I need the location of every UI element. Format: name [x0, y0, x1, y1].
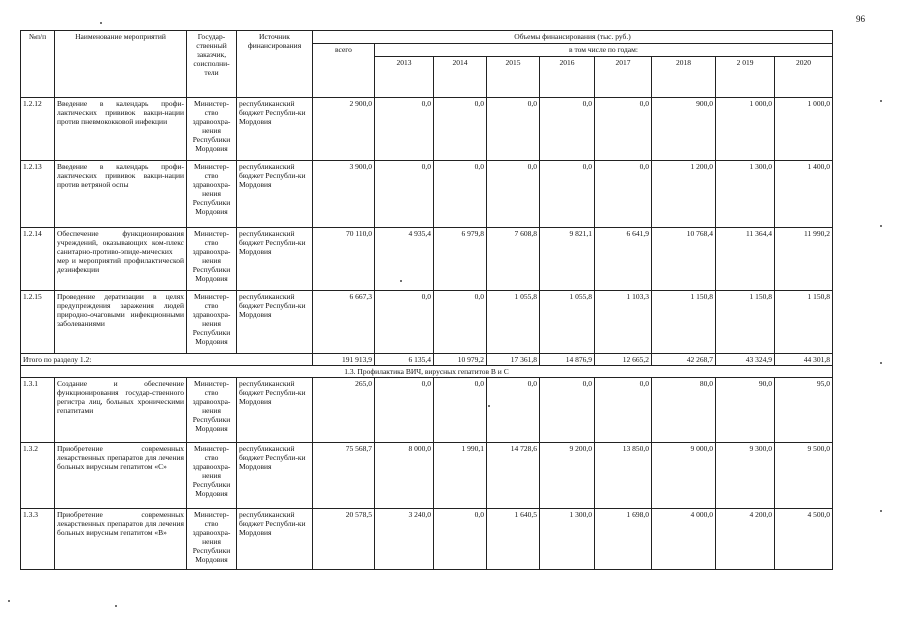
row-value: 0,0: [434, 161, 487, 228]
row-value: 0,0: [595, 161, 652, 228]
row-value: 80,0: [652, 378, 716, 443]
header-by-year: в том числе по годам:: [375, 44, 833, 57]
row-value: 0,0: [540, 98, 595, 161]
header-num: №п/п: [21, 31, 55, 98]
row-value: 1 400,0: [775, 161, 833, 228]
row-value: 0,0: [540, 161, 595, 228]
row-num: 1.2.13: [21, 161, 55, 228]
header-name: Наименование мероприятий: [55, 31, 187, 98]
scan-speck: [115, 605, 117, 607]
table-row: [21, 443, 833, 509]
row-value: 1 150,8: [652, 291, 716, 354]
row-value: 1 990,1: [434, 443, 487, 509]
row-name: Приобретение современных лекарственных препаратов для лечения больных вирусным гепатитом «В»: [55, 509, 187, 570]
row-value: 0,0: [487, 98, 540, 161]
row-value: 4 935,4: [375, 228, 434, 291]
row-value: 0,0: [434, 378, 487, 443]
header-year: 2015: [487, 57, 540, 98]
row-total: 3 900,0: [313, 161, 375, 228]
row-name: Проведение дератизации в целях предупреждения заражения людей природно-очаговыми инфекционными заболеваниями: [55, 291, 187, 354]
table-row: [21, 161, 833, 228]
row-customer: Министер-ство здравоохра-нения Республики Мордовия: [187, 228, 237, 291]
scan-speck: [8, 600, 10, 602]
total-row: [21, 354, 833, 366]
row-value: 0,0: [434, 98, 487, 161]
total-value: 42 268,7: [652, 354, 716, 366]
row-value: 0,0: [375, 378, 434, 443]
row-name: Введение в календарь профи-лактических прививок вакци-нации против пневмококковой инфекции: [55, 98, 187, 161]
row-value: 900,0: [652, 98, 716, 161]
total-label: Итого по разделу 1.2:: [21, 354, 313, 366]
row-value: 1 055,8: [487, 291, 540, 354]
header-total: всего: [313, 44, 375, 98]
header-year: 2 019: [716, 57, 775, 98]
row-value: 9 300,0: [716, 443, 775, 509]
total-value: 17 361,8: [487, 354, 540, 366]
row-total: 265,0: [313, 378, 375, 443]
total-value: 14 876,9: [540, 354, 595, 366]
row-num: 1.3.2: [21, 443, 55, 509]
row-value: 9 500,0: [775, 443, 833, 509]
row-value: 1 300,0: [540, 509, 595, 570]
row-value: 1 000,0: [716, 98, 775, 161]
header-funding: Объемы финансирования (тыс. руб.): [313, 31, 833, 44]
row-customer: Министер-ство здравоохра-нения Республики Мордовия: [187, 161, 237, 228]
row-total: 20 578,5: [313, 509, 375, 570]
row-source: республиканский бюджет Республи-ки Мордовия: [237, 228, 313, 291]
row-value: 4 000,0: [652, 509, 716, 570]
table-row: [21, 378, 833, 443]
row-customer: Министер-ство здравоохра-нения Республики Мордовия: [187, 509, 237, 570]
row-num: 1.2.15: [21, 291, 55, 354]
row-source: республиканский бюджет Республи-ки Мордовия: [237, 161, 313, 228]
row-value: 11 990,2: [775, 228, 833, 291]
total-sum: 191 913,9: [313, 354, 375, 366]
row-value: 0,0: [595, 378, 652, 443]
row-name: Приобретение современных лекарственных препаратов для лечения больных вирусным гепатитом «С»: [55, 443, 187, 509]
row-value: 1 103,3: [595, 291, 652, 354]
row-value: 10 768,4: [652, 228, 716, 291]
row-source: республиканский бюджет Республи-ки Мордовия: [237, 378, 313, 443]
header-year: 2013: [375, 57, 434, 98]
row-value: 1 000,0: [775, 98, 833, 161]
scan-speck: [880, 100, 882, 102]
row-num: 1.3.3: [21, 509, 55, 570]
table-row: [21, 509, 833, 570]
row-total: 6 667,3: [313, 291, 375, 354]
row-value: 13 850,0: [595, 443, 652, 509]
scan-speck: [880, 362, 882, 364]
total-value: 6 135,4: [375, 354, 434, 366]
header-year: 2020: [775, 57, 833, 98]
total-value: 10 979,2: [434, 354, 487, 366]
row-name: Создание и обеспечение функционирования государ-ственного регистра лиц, больных хроническими гепатитами: [55, 378, 187, 443]
row-source: республиканский бюджет Республи-ки Мордовия: [237, 98, 313, 161]
row-value: 0,0: [595, 98, 652, 161]
row-source: республиканский бюджет Республи-ки Мордовия: [237, 291, 313, 354]
row-value: 8 000,0: [375, 443, 434, 509]
header-year: 2014: [434, 57, 487, 98]
header-year: 2017: [595, 57, 652, 98]
row-value: 4 200,0: [716, 509, 775, 570]
row-num: 1.3.1: [21, 378, 55, 443]
row-value: 6 979,8: [434, 228, 487, 291]
row-value: 0,0: [487, 161, 540, 228]
page-number: 96: [856, 14, 865, 24]
row-value: 0,0: [375, 291, 434, 354]
row-value: 0,0: [375, 98, 434, 161]
row-value: 1 698,0: [595, 509, 652, 570]
section-row: [21, 366, 833, 378]
row-customer: Министер-ство здравоохра-нения Республики Мордовия: [187, 443, 237, 509]
row-value: 1 150,8: [775, 291, 833, 354]
financing-table: [20, 30, 833, 570]
row-value: 95,0: [775, 378, 833, 443]
row-name: Введение в календарь профи-лактических прививок вакци-нации против ветряной оспы: [55, 161, 187, 228]
scan-speck: [400, 280, 402, 282]
row-value: 11 364,4: [716, 228, 775, 291]
row-source: республиканский бюджет Республи-ки Мордовия: [237, 509, 313, 570]
row-value: 90,0: [716, 378, 775, 443]
row-value: 3 240,0: [375, 509, 434, 570]
row-value: 9 000,0: [652, 443, 716, 509]
row-value: 9 821,1: [540, 228, 595, 291]
row-total: 70 110,0: [313, 228, 375, 291]
table-row: [21, 291, 833, 354]
section-title: 1.3. Профилактика ВИЧ, вирусных гепатитов В и С: [21, 366, 833, 378]
row-num: 1.2.12: [21, 98, 55, 161]
total-value: 12 665,2: [595, 354, 652, 366]
row-customer: Министер-ство здравоохра-нения Республики Мордовия: [187, 378, 237, 443]
row-value: 6 641,9: [595, 228, 652, 291]
header-year: 2016: [540, 57, 595, 98]
row-value: 0,0: [434, 291, 487, 354]
scan-speck: [880, 510, 882, 512]
header-year: 2018: [652, 57, 716, 98]
row-name: Обеспечение функционирования учреждений, оказывающих ком-плекс санитарно-противо-эпиде-мических мер и мероприятий профилактической дезинфекции: [55, 228, 187, 291]
table-row: [21, 228, 833, 291]
scan-speck: [488, 405, 490, 407]
row-value: 9 200,0: [540, 443, 595, 509]
row-value: 1 300,0: [716, 161, 775, 228]
row-total: 75 568,7: [313, 443, 375, 509]
total-value: 44 301,8: [775, 354, 833, 366]
row-value: 4 500,0: [775, 509, 833, 570]
row-value: 1 055,8: [540, 291, 595, 354]
header-source: Источник финансирования: [237, 31, 313, 98]
row-value: 14 728,6: [487, 443, 540, 509]
row-value: 0,0: [375, 161, 434, 228]
row-value: 1 150,8: [716, 291, 775, 354]
scan-speck: [100, 22, 102, 24]
row-value: 1 640,5: [487, 509, 540, 570]
row-total: 2 900,0: [313, 98, 375, 161]
row-value: 0,0: [487, 378, 540, 443]
row-customer: Министер-ство здравоохра-нения Республики Мордовия: [187, 98, 237, 161]
row-value: 0,0: [540, 378, 595, 443]
header-customer: Государ-ственный заказчик, соисполни-тели: [187, 31, 237, 98]
scan-speck: [880, 225, 882, 227]
row-num: 1.2.14: [21, 228, 55, 291]
table-row: [21, 98, 833, 161]
row-value: 0,0: [434, 509, 487, 570]
row-customer: Министер-ство здравоохра-нения Республики Мордовия: [187, 291, 237, 354]
row-source: республиканский бюджет Республи-ки Мордовия: [237, 443, 313, 509]
row-value: 7 608,8: [487, 228, 540, 291]
total-value: 43 324,9: [716, 354, 775, 366]
row-value: 1 200,0: [652, 161, 716, 228]
